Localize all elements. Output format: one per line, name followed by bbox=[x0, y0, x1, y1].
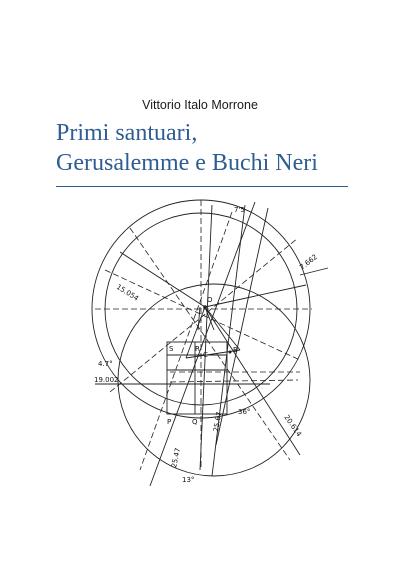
label-4-7: 4.7° bbox=[98, 360, 113, 368]
label-o: O bbox=[207, 296, 213, 304]
label-25-67: 25.67 bbox=[212, 411, 224, 433]
label-13: 13° bbox=[182, 476, 195, 484]
author-name: Vittorio Italo Morrone bbox=[142, 98, 258, 112]
dashed-line bbox=[110, 238, 298, 392]
center-point bbox=[203, 305, 207, 309]
label-20-614: 20.614 bbox=[282, 413, 303, 439]
construction-line bbox=[200, 205, 212, 470]
label-7-662: 7.662 bbox=[298, 252, 320, 272]
title-line-2: Gerusalemme e Buchi Neri bbox=[56, 150, 318, 176]
construction-line bbox=[212, 205, 245, 476]
title-line-1: Primi santuari, bbox=[56, 120, 198, 146]
label-b: B bbox=[233, 346, 238, 354]
label-c: C bbox=[203, 351, 208, 359]
dashed-line bbox=[105, 270, 300, 360]
label-s: S bbox=[169, 345, 174, 353]
label-19-002: 19.002 bbox=[94, 376, 119, 384]
label-p: P bbox=[167, 418, 172, 426]
point-b-marker bbox=[229, 351, 232, 354]
label-15-054: 15.054 bbox=[114, 282, 140, 303]
label-36: 36° bbox=[238, 408, 251, 416]
label-q: Q bbox=[192, 418, 198, 426]
label-7-5: 7'5 bbox=[234, 206, 245, 214]
construction-line bbox=[150, 202, 255, 486]
label-25-47: 25.47 bbox=[170, 447, 183, 469]
label-r: R bbox=[195, 345, 200, 353]
construction-line bbox=[205, 307, 240, 350]
dashed-line bbox=[130, 228, 290, 460]
